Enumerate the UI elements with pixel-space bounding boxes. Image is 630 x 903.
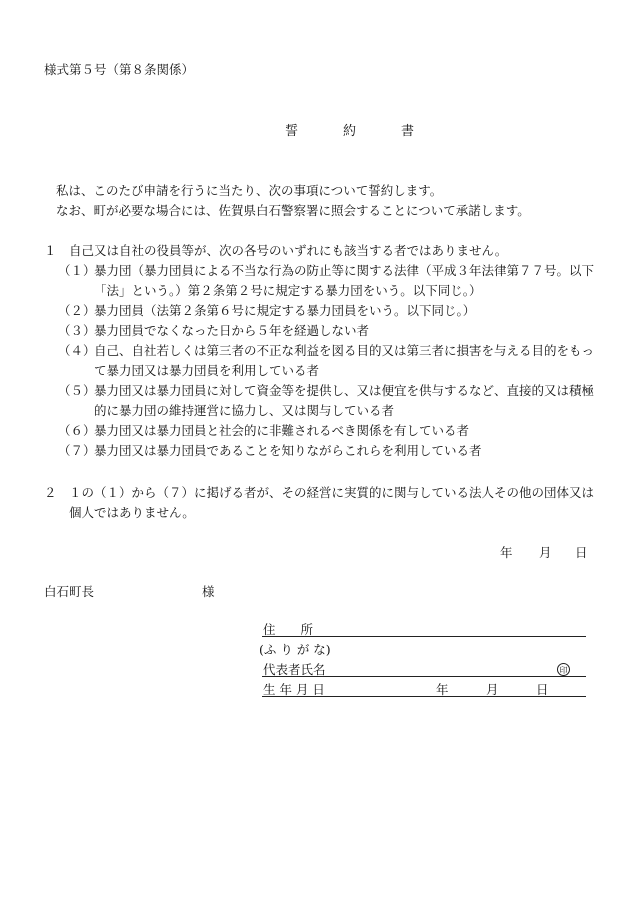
item-5-line-1: 暴力団又は暴力団員に対して資金等を提供し、又は便宜を供与するなど、直接的又は積極 [94, 383, 595, 398]
birth-date-label: 生 年 月 日 [263, 682, 325, 697]
section-1-text: 自己又は自社の役員等が、次の各号のいずれにも該当する者ではありません。 [69, 243, 508, 258]
address-label: 住 所 [263, 622, 314, 637]
item-5-label: （５） [58, 383, 96, 398]
furigana-label: (ふ り が な) [259, 642, 331, 657]
item-2-label: （２） [58, 303, 96, 318]
section-1-number: １ [44, 243, 57, 258]
item-4-line-2: て暴力団又は暴力団員を利用している者 [94, 363, 320, 378]
section-2-line-1: １の（１）から（７）に掲げる者が、その経営に実質的に関与している法人その他の団体又は [69, 485, 595, 500]
addressee-honorific: 様 [202, 584, 215, 599]
item-4-label: （４） [58, 343, 96, 358]
birth-month: 月 [486, 682, 499, 697]
item-7-line-1: 暴力団又は暴力団員であることを知りながらこれらを利用している者 [94, 443, 482, 458]
item-1-line-2: 「法」という。）第２条第２号に規定する暴力団をいう。以下同じ。） [94, 283, 482, 298]
representative-name-label: 代表者氏名 [263, 662, 326, 677]
seal-mark: 印 [557, 663, 570, 676]
item-2-line-1: 暴力団員（法第２条第６号に規定する暴力団員をいう。以下同じ。） [94, 303, 476, 318]
item-5-line-2: 的に暴力団の維持運営に協力し、又は関与している者 [94, 403, 395, 418]
date-month: 月 [539, 545, 552, 560]
birth-year: 年 [436, 682, 449, 697]
item-6-line-1: 暴力団又は暴力団員と社会的に非難されるべき関係を有している者 [94, 423, 470, 438]
item-1-line-1: 暴力団（暴力団員による不当な行為の防止等に関する法律（平成３年法律第７７号。以下 [94, 263, 595, 278]
section-2-line-2: 個人ではありません。 [69, 505, 195, 520]
item-3-label: （３） [58, 323, 96, 338]
birth-day: 日 [536, 682, 549, 697]
item-4-line-1: 自己、自社若しくは第三者の不正な利益を図る目的又は第三者に損害を与える目的をもっ [94, 343, 595, 358]
item-1-label: （１） [58, 263, 96, 278]
date-day: 日 [575, 545, 588, 560]
addressee-name: 白石町長 [44, 584, 95, 599]
section-2-number: ２ [44, 485, 57, 500]
form-number: 様式第５号（第８条関係） [44, 62, 195, 77]
item-6-label: （６） [58, 423, 96, 438]
intro-line-2: なお、町が必要な場合には、佐賀県白石警察署に照会することについて承諾します。 [56, 203, 530, 218]
item-7-label: （７） [58, 443, 96, 458]
item-3-line-1: 暴力団員でなくなった日から５年を経過しない者 [94, 323, 370, 338]
intro-line-1: 私は、このたび申請を行うに当たり、次の事項について誓約します。 [56, 183, 443, 198]
page-title: 誓 約 書 [285, 124, 431, 139]
date-year: 年 [500, 545, 513, 560]
